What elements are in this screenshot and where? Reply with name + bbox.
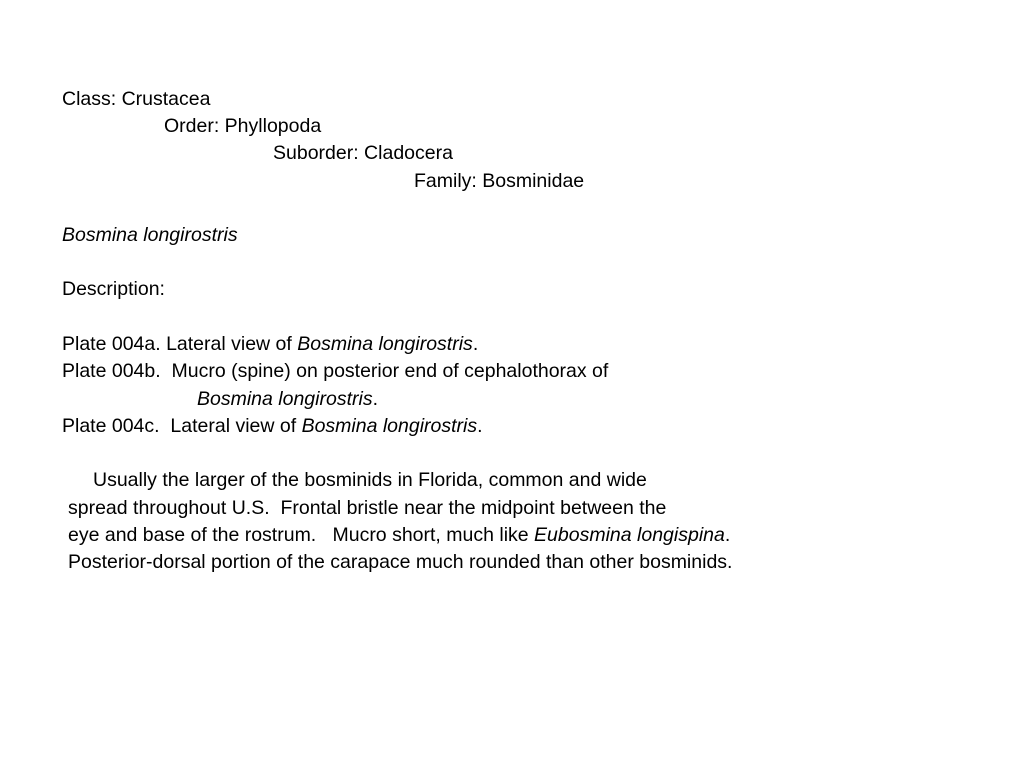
taxonomy-class: Class: Crustacea bbox=[62, 88, 211, 110]
plate-004b-period: . bbox=[372, 388, 378, 410]
description-label: Description: bbox=[62, 278, 165, 300]
plate-004c-text: Plate 004c. Lateral view of bbox=[62, 415, 302, 437]
paragraph-line-3-period: . bbox=[724, 524, 731, 546]
plate-004b-continuation bbox=[197, 386, 378, 413]
plate-004b: Plate 004b. Mucro (spine) on posterior end of cephalothorax of bbox=[62, 360, 609, 382]
paragraph-line-3-text: eye and base of the rostrum. Mucro short, much like bbox=[68, 524, 535, 546]
plate-004a-text: Plate 004a. Lateral view of bbox=[62, 333, 298, 355]
plate-004b-species: Bosmina longirostris bbox=[197, 388, 373, 410]
taxonomy-family: Family: Bosminidae bbox=[414, 170, 585, 192]
paragraph-line-1: Usually the larger of the bosminids in Florida, common and wide bbox=[93, 469, 647, 491]
species-name: Bosmina longirostris bbox=[62, 224, 238, 246]
plate-004a bbox=[62, 331, 478, 358]
taxonomy-order: Order: Phyllopoda bbox=[164, 115, 322, 137]
paragraph-line-4: Posterior-dorsal portion of the carapace much rounded than other bosminids. bbox=[68, 551, 733, 573]
taxonomy-suborder: Suborder: Cladocera bbox=[273, 142, 453, 164]
plate-004a-period: . bbox=[472, 333, 479, 355]
plate-004c bbox=[62, 413, 483, 440]
paragraph-line-2: spread throughout U.S. Frontal bristle near the midpoint between the bbox=[68, 497, 667, 519]
plate-004c-period: . bbox=[477, 415, 483, 437]
plate-004a-species: Bosmina longirostris bbox=[297, 333, 473, 355]
paragraph-line-3 bbox=[68, 522, 730, 549]
plate-004c-species: Bosmina longirostris bbox=[301, 415, 478, 437]
paragraph-line-3-species: Eubosmina longispina bbox=[534, 524, 725, 546]
